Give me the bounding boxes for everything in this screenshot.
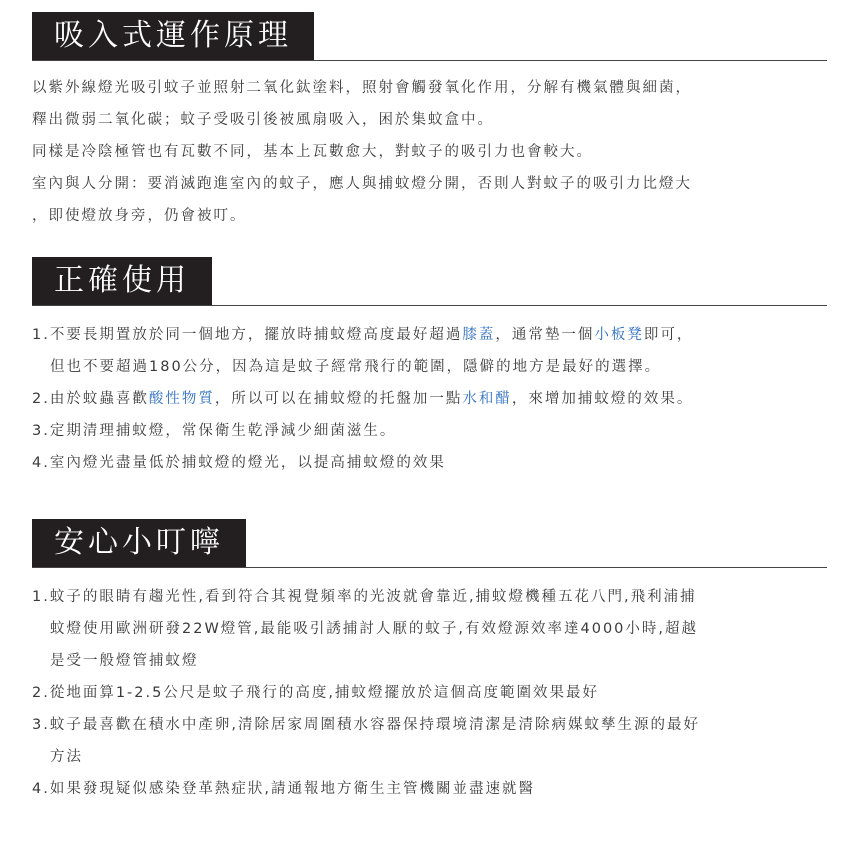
list-item: 3.蚊子最喜歡在積水中產卵,清除居家周圍積水容器保持環境清潔是清除病媒蚊孳生源的最好 [32, 717, 700, 733]
section-header [32, 519, 827, 567]
list-item-continuation: 方法 [50, 749, 83, 765]
header-divider [32, 60, 827, 61]
section-body [32, 581, 827, 805]
highlight-acidic: 酸性物質 [148, 391, 215, 407]
paragraph-line: 以紫外線燈光吸引蚊子並照射二氧化鈦塗料，照射會觸發氧化作用，分解有機氣體與細菌， [32, 80, 692, 96]
header-divider [32, 567, 827, 568]
item-text: 即可， [643, 327, 694, 343]
paragraph-line: 室內與人分開：要消滅跑進室內的蚊子，應人與捕蚊燈分開，否則人對蚊子的吸引力比燈大 [32, 176, 692, 192]
item-text: 2.由於蚊蟲喜歡 [32, 391, 149, 407]
item-text: ，所以可以在捕蚊燈的托盤加一點 [214, 391, 463, 407]
section-body [32, 319, 827, 479]
item-text: 1.不要長期置放於同一個地方，擺放時捕蚊燈高度最好超過 [32, 327, 463, 343]
highlight-knee: 膝蓋 [462, 327, 496, 343]
list-item: 4.室內燈光盡量低於捕蚊燈的燈光，以提高捕蚊燈的效果 [32, 455, 446, 471]
section-header [32, 257, 827, 305]
list-item [32, 383, 827, 415]
section-body [32, 72, 827, 232]
paragraph-line: 釋出微弱二氧化碳；蚊子受吸引後被風扇吸入，困於集蚊盒中。 [32, 112, 494, 128]
list-item-continuation: 但也不要超過180公分，因為這是蚊子經常飛行的範圍，隱僻的地方是最好的選擇。 [50, 359, 662, 375]
list-item-continuation: 蚊燈使用歐洲研發22W燈管,最能吸引誘捕討人厭的蚊子,有效燈源效率達4000小時,超越 [50, 621, 699, 637]
item-text: ，來增加捕蚊燈的效果。 [511, 391, 694, 407]
list-item: 2.從地面算1-2.5公尺是蚊子飛行的高度,捕蚊燈擺放於這個高度範圍效果最好 [32, 685, 599, 701]
list-item: 3.定期清理捕蚊燈，常保衛生乾淨減少細菌滋生。 [32, 423, 397, 439]
list-item: 1.蚊子的眼睛有趨光性,看到符合其視覺頻率的光波就會靠近,捕蚊燈機種五花八門,飛利浦捕 [32, 589, 697, 605]
paragraph-line: 同樣是冷陰極管也有瓦數不同，基本上瓦數愈大，對蚊子的吸引力也會較大。 [32, 144, 593, 160]
header-divider [32, 305, 827, 306]
item-text: ，通常墊一個 [495, 327, 595, 343]
section-title: 安心小叮嚀 [32, 519, 246, 567]
section-header [32, 12, 827, 60]
paragraph-line: ，即使燈放身旁，仍會被叮。 [32, 208, 247, 224]
list-item-continuation: 是受一般燈管捕蚊燈 [50, 653, 199, 669]
section-tips [32, 519, 827, 805]
highlight-vinegar: 水和醋 [462, 391, 512, 407]
section-title: 吸入式運作原理 [32, 12, 314, 60]
list-item: 4.如果發現疑似感染登革熱症狀,請通報地方衛生主管機關並盡速就醫 [32, 781, 535, 797]
section-usage [32, 257, 827, 479]
section-title: 正確使用 [32, 257, 212, 305]
section-principle [32, 12, 827, 232]
highlight-stool: 小板凳 [594, 327, 644, 343]
list-item [32, 319, 827, 351]
